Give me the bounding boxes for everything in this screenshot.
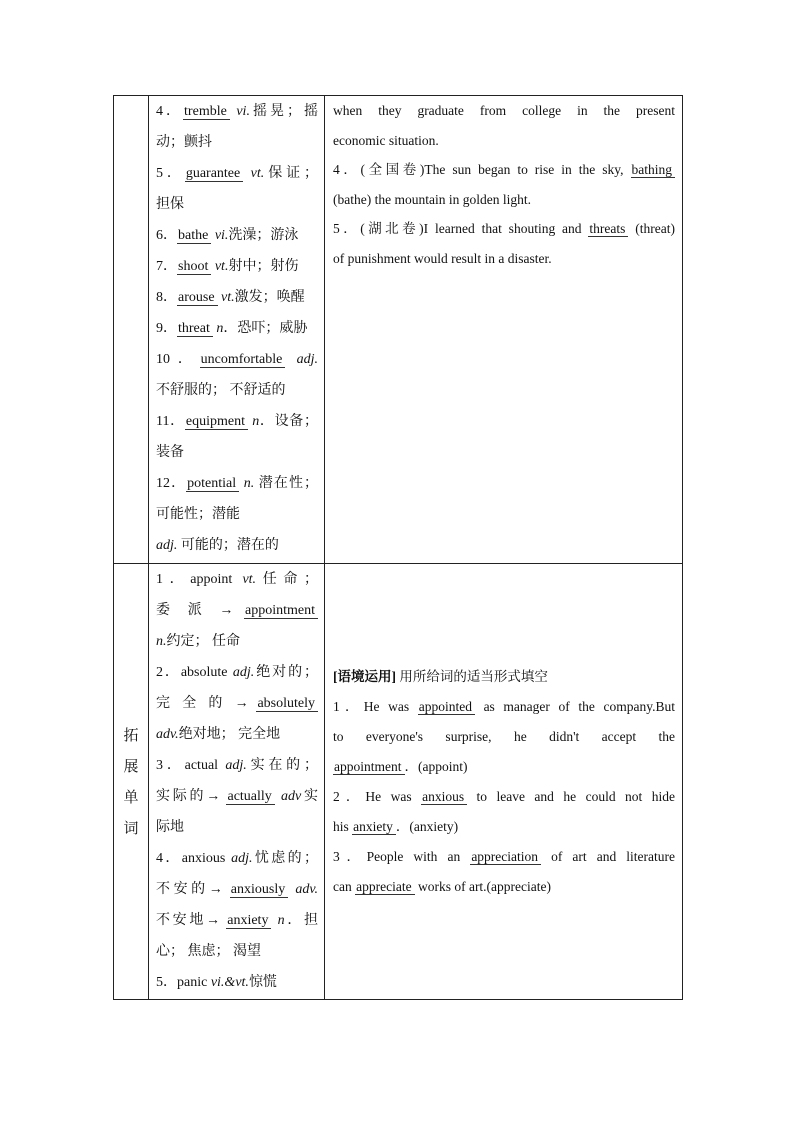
exercise-question [333, 692, 675, 782]
text-line [333, 185, 675, 215]
part-of-speech: n. [243, 476, 255, 491]
text-segment: 5．(湖北卷)I learned that shouting and [333, 221, 589, 236]
text-segment: economic situation. [333, 132, 439, 148]
text-segment: 9． [156, 321, 177, 336]
text-segment: ．(anxiety) [395, 818, 459, 834]
context-exercise [325, 564, 683, 1000]
part-of-speech: vi. [214, 228, 229, 243]
extended-words-section-label [114, 564, 149, 1000]
text-segment: ．恐吓；威胁 [223, 321, 308, 336]
part-of-speech: vt. [214, 259, 229, 274]
text-segment: 不安的→ [156, 882, 230, 897]
answer-blank: appreciation [470, 849, 541, 865]
vocab-entry [156, 220, 318, 251]
text-segment: 保证； [264, 166, 319, 181]
text-segment: 7． [156, 259, 177, 274]
part-of-speech: n [277, 913, 285, 928]
text-segment: ．(appoint) [404, 758, 468, 774]
text-line [333, 872, 675, 902]
text-line [156, 688, 318, 719]
text-segment: 心； 焦虑； 渴望 [156, 944, 261, 959]
text-line [333, 842, 675, 872]
core-words-row [114, 96, 683, 564]
answer-blank: anxious [421, 789, 467, 805]
section-label: 拓展单词 [123, 725, 139, 837]
text-segment: of art and literature [541, 848, 675, 864]
text-segment: when they graduate from college in the present [333, 103, 675, 118]
answer-blank: potential [186, 476, 239, 492]
text-line [333, 782, 675, 812]
text-line [156, 375, 318, 406]
text-segment: 洗澡；游泳 [228, 228, 299, 243]
part-of-speech: vt. [221, 290, 235, 305]
answer-blank: threats [588, 221, 628, 237]
text-line [156, 905, 318, 936]
text-line [333, 214, 675, 244]
text-segment: 1．appoint [156, 572, 243, 587]
text-segment: 5． [156, 166, 185, 181]
part-of-speech: adj. [225, 758, 247, 773]
text-segment: 惊慌 [248, 975, 277, 990]
part-of-speech: n. [156, 634, 167, 649]
vocab-entry [156, 967, 318, 998]
text-segment: 约定； 任命 [166, 634, 240, 649]
answer-blank: absolutely [256, 696, 318, 712]
exercise-question [333, 842, 675, 902]
text-segment: 担保 [156, 197, 184, 212]
text-segment: (bathe) the mountain in golden light. [333, 191, 531, 207]
text-segment: 3．actual [156, 758, 226, 773]
text-line [156, 530, 318, 561]
text-segment: 不舒服的； 不舒适的 [156, 383, 286, 398]
answer-blank: anxiety [226, 913, 271, 929]
text-segment: to everyone's surprise, he didn't accept the [333, 728, 675, 744]
text-segment: (threat) [628, 221, 675, 236]
core-examples [325, 96, 683, 564]
text-line [156, 595, 318, 626]
text-segment: 摇晃；摇 [249, 104, 319, 119]
text-segment: works of art.(appreciate) [414, 878, 552, 894]
part-of-speech: n [216, 321, 224, 336]
text-segment: 4．anxious [156, 851, 232, 866]
text-segment: 潜在性； [254, 476, 319, 491]
vocab-entry [156, 282, 318, 313]
text-line [156, 843, 318, 874]
text-line [333, 722, 675, 752]
text-line [156, 626, 318, 657]
text-segment: 不安地→ [156, 913, 227, 928]
text-segment: 激发；唤醒 [234, 290, 305, 305]
text-segment: 射中；射伤 [228, 259, 299, 274]
text-segment: 4． [156, 104, 184, 119]
text-line [156, 344, 318, 375]
text-segment: can [333, 878, 356, 894]
text-segment: 可能的；潜在的 [177, 538, 279, 553]
text-line [156, 220, 318, 251]
text-segment: 忧虑的； [252, 851, 319, 866]
text-segment: 3．People with an [333, 848, 471, 864]
exercise-instruction [333, 662, 675, 692]
exercise-tag: [语境运用] [333, 668, 396, 684]
text-segment: 绝对的； [254, 665, 318, 680]
text-segment: 用所给词的适当形式填空 [396, 668, 548, 684]
vocab-entry [156, 406, 318, 468]
text-line [156, 874, 318, 905]
answer-blank: equipment [185, 414, 248, 430]
answer-blank: appointment [333, 759, 405, 775]
text-line [156, 936, 318, 967]
vocab-entry [156, 564, 318, 657]
text-line [333, 812, 675, 842]
vocab-entry [156, 313, 318, 344]
text-line [156, 282, 318, 313]
text-line [156, 437, 318, 468]
text-segment: 装备 [156, 445, 184, 460]
text-segment: 2．absolute [156, 665, 233, 680]
answer-blank: bathe [177, 228, 211, 244]
exercise-heading [333, 662, 675, 692]
answer-blank: anxiety [352, 819, 396, 835]
example-sentence [333, 96, 675, 155]
text-line [156, 781, 318, 812]
text-segment: 12． [156, 476, 187, 491]
text-segment: 动；颤抖 [156, 135, 212, 150]
vocab-entry [156, 843, 318, 967]
example-sentence [333, 155, 675, 214]
text-segment [285, 352, 296, 367]
part-of-speech: adj. [231, 851, 253, 866]
text-line [156, 967, 318, 998]
part-of-speech: adj. [232, 665, 255, 680]
text-segment: 委 派 → [156, 603, 244, 618]
answer-blank: bathing [631, 162, 676, 178]
part-of-speech: adv. [295, 882, 319, 897]
part-of-speech: adv. [156, 727, 179, 742]
core-words-list [149, 96, 325, 564]
text-segment: his [333, 818, 353, 834]
text-segment: 实际的→ [156, 789, 227, 804]
text-segment: 完 全 的 → [156, 696, 257, 711]
vocab-entry [156, 657, 318, 750]
text-line [156, 812, 318, 843]
part-of-speech: adv [281, 789, 302, 804]
core-words-section-label [114, 96, 149, 564]
text-segment: 2．He was [333, 788, 422, 804]
vocab-entry [156, 158, 318, 220]
answer-blank: actually [226, 789, 274, 805]
text-line [156, 251, 318, 282]
answer-blank: appointed [418, 699, 475, 715]
answer-blank: shoot [177, 259, 211, 275]
answer-blank: anxiously [230, 882, 288, 898]
text-segment: 1．He was [333, 698, 418, 714]
text-line [156, 189, 318, 220]
part-of-speech: adj. [156, 538, 178, 553]
part-of-speech: vi. [236, 104, 250, 119]
text-segment: 4．(全国卷)The sun began to rise in the sky, [333, 162, 631, 177]
text-line [156, 468, 318, 499]
answer-blank: uncomfortable [200, 352, 286, 368]
part-of-speech: vt. [250, 166, 265, 181]
vocab-entry [156, 251, 318, 282]
text-segment: 实 [301, 789, 319, 804]
text-segment: 11． [156, 414, 185, 429]
text-line [156, 127, 318, 158]
vocab-entry [156, 96, 318, 158]
example-sentence [333, 214, 675, 273]
vocab-entry [156, 468, 318, 530]
text-segment: 10． [156, 352, 200, 367]
text-line [333, 692, 675, 722]
answer-blank: guarantee [185, 166, 243, 182]
text-line [156, 719, 318, 750]
answer-blank: arouse [177, 290, 218, 306]
text-line [333, 244, 675, 274]
part-of-speech: vi.&vt. [210, 975, 249, 990]
text-segment: 8． [156, 290, 177, 305]
exercise-question [333, 782, 675, 842]
text-segment: 际地 [156, 820, 184, 835]
part-of-speech: adj. [296, 352, 319, 367]
exercise-items [333, 692, 675, 902]
vocab-entry [156, 530, 318, 561]
text-line [333, 126, 675, 156]
text-segment: 绝对地； 完全地 [178, 727, 281, 742]
vocab-entry [156, 750, 318, 843]
part-of-speech: vt. [242, 572, 257, 587]
answer-blank: threat [177, 321, 213, 337]
extended-words-list [149, 564, 325, 1000]
text-segment: to leave and he could not hide [467, 788, 675, 804]
text-line [156, 499, 318, 530]
answer-blank: appointment [244, 603, 318, 619]
text-segment: 5．panic [156, 975, 211, 990]
text-line [156, 657, 318, 688]
text-segment: 可能性；潜能 [156, 507, 240, 522]
text-segment [243, 166, 250, 181]
text-line [156, 313, 318, 344]
text-segment: 任命； [256, 572, 319, 587]
text-segment: 实在的； [246, 758, 318, 773]
vocabulary-table [113, 95, 683, 1000]
text-line [333, 752, 675, 782]
text-segment: of punishment would result in a disaster. [333, 250, 552, 266]
text-segment: as manager of the company.But [474, 698, 675, 714]
text-line [156, 96, 318, 127]
text-line [156, 158, 318, 189]
vocab-entry [156, 344, 318, 406]
text-line [156, 750, 318, 781]
text-line [333, 662, 675, 692]
text-line [333, 96, 675, 126]
text-line [156, 406, 318, 437]
answer-blank: tremble [183, 104, 230, 120]
text-segment: ．担 [284, 913, 319, 928]
extended-words-row [114, 564, 683, 1000]
text-segment: 6． [156, 228, 177, 243]
text-line [156, 564, 318, 595]
text-line [333, 155, 675, 185]
answer-blank: appreciate [355, 879, 414, 895]
text-segment: ．设备； [259, 414, 319, 429]
part-of-speech: n [252, 414, 260, 429]
